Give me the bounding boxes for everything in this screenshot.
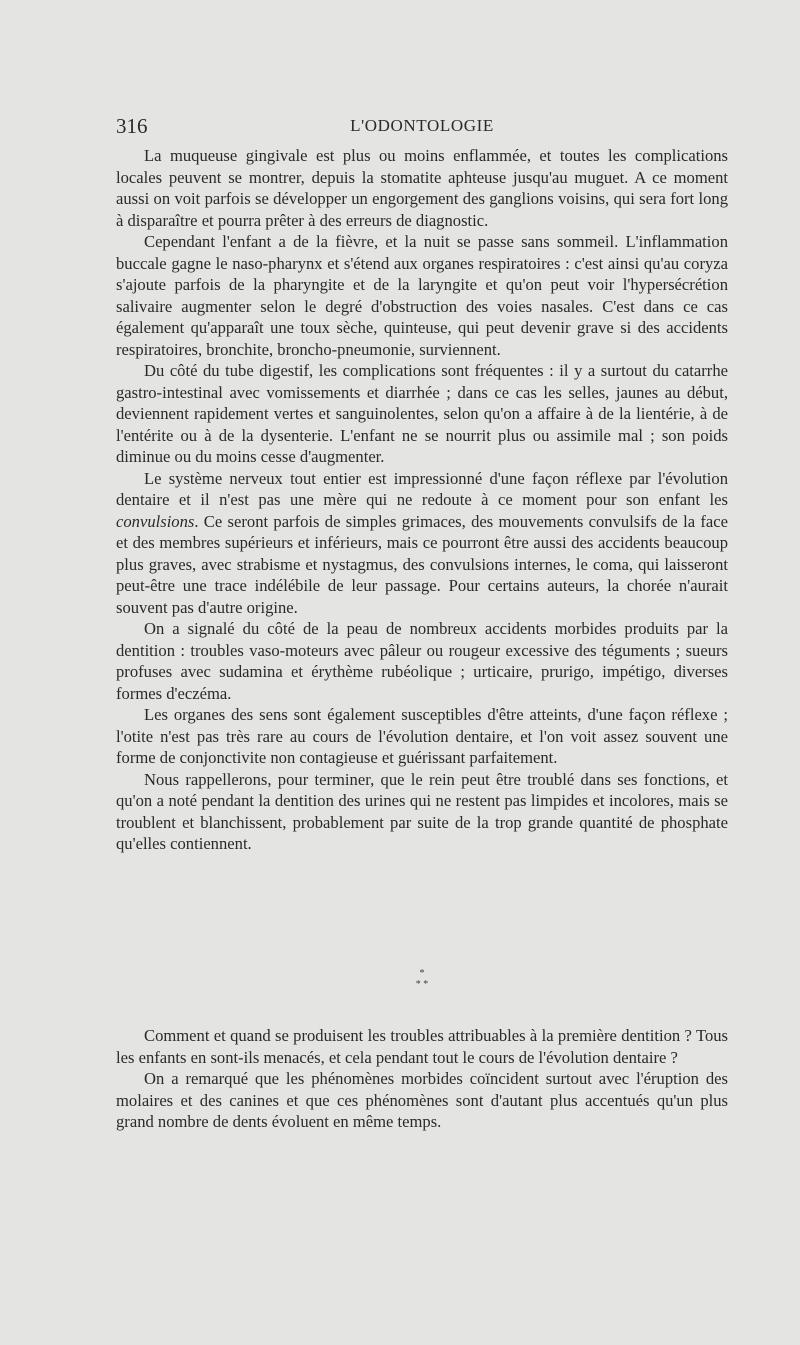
paragraph: Du côté du tube digestif, les complications sont fréquentes : il y a surtout du catarrhe gastro-intestinal avec vomissements et diarrhée ; dans ce cas les selles, jaunes au début, deviennent rapidement vertes et sanguinolentes, selon qu'on a affaire à de la lientérie, à de l'entérite ou à de la dysenterie. L'enfant ne se nourrit plus ou assimile mal ; son poids diminue ou du moins cesse d'augmenter. — [116, 361, 728, 466]
asterism-top: * — [419, 968, 425, 979]
paragraph-text: Le système nerveux tout entier est impressionné d'une façon réflexe par l'évolution dentaire et il n'est pas une mère qui ne redoute à ce moment pour son enfant les — [116, 468, 728, 509]
section-break-asterism — [116, 968, 728, 1008]
main-text — [116, 145, 728, 855]
page-header — [116, 114, 728, 140]
paragraph: Cependant l'enfant a de la fièvre, et la nuit se passe sans sommeil. L'inflammation buccale gagne le naso-pharynx et s'étend aux organes respiratoires : c'est ainsi qu'au coryza s'ajoute parfois de la pharyngite et de la laryngite et qu'on peut voir l'hypersécrétion salivaire augmenter selon le degré d'obstruction des voies nasales. C'est dans ce cas également qu'apparaît une toux sèche, quinteuse, qui peut devenir grave si des accidents respiratoires, bronchite, broncho-pneumonie, surviennent. — [116, 232, 728, 359]
paragraph: On a remarqué que les phénomènes morbides coïncident surtout avec l'éruption des molaires et des canines et que ces phénomènes sont d'autant plus accentués qu'un plus grand nombre de dents évoluent en même temps. — [116, 1069, 728, 1131]
paragraph: Comment et quand se produisent les troubles attribuables à la première dentition ? Tous les enfants en sont-ils menacés, et cela pendant tout le cours de l'évolution dentaire ? — [116, 1026, 728, 1067]
page-number: 316 — [116, 114, 148, 138]
paragraph: On a signalé du côté de la peau de nombreux accidents morbides produits par la dentition : troubles vaso-moteurs avec pâleur ou rougeur excessive des téguments ; sueurs profuses avec sudamina et érythème rubéolique ; urticaire, prurigo, impétigo, diverses formes d'eczéma. — [116, 619, 728, 703]
paragraph-text: . Ce seront parfois de simples grimaces, des mouvements convulsifs de la face et des membres supérieurs et inférieurs, mais ce pourront être aussi des accidents beaucoup plus graves, avec strabisme et nystagmus, des convulsions internes, le coma, qui laisseront peut-être une trace indélébile de leur passage. Pour certains auteurs, la chorée n'aurait souvent pas d'autre origine. — [116, 511, 728, 617]
paragraph: La muqueuse gingivale est plus ou moins enflammée, et toutes les complications locales peuvent se montrer, depuis la stomatite aphteuse jusqu'au muguet. A ce moment aussi on voit parfois se développer un engorgement des ganglions voisins, qui sera fort long à disparaître et pourra prêter à des erreurs de diagnostic. — [116, 146, 728, 230]
section-text — [116, 1025, 728, 1133]
paragraph: Les organes des sens sont également susceptibles d'être atteints, d'une façon réflexe ; l'otite n'est pas très rare au cours de l'évolution dentaire, et l'on voit assez souvent une forme de conjonctivite non contagieuse et guérissant parfaitement. — [116, 705, 728, 767]
asterism-bottom: * * — [415, 979, 429, 990]
paragraph: Nous rappellerons, pour terminer, que le rein peut être troublé dans ses fonctions, et qu'on a noté pendant la dentition des urines qui ne restent pas limpides et incolores, mais se troublent et blanchissent, probablement par suite de la trop grande quantité de phosphate qu'elles contiennent. — [116, 769, 728, 853]
emphasis-text: convulsions — [116, 511, 195, 531]
running-title: L'ODONTOLOGIE — [350, 116, 494, 135]
paragraph — [116, 468, 728, 619]
